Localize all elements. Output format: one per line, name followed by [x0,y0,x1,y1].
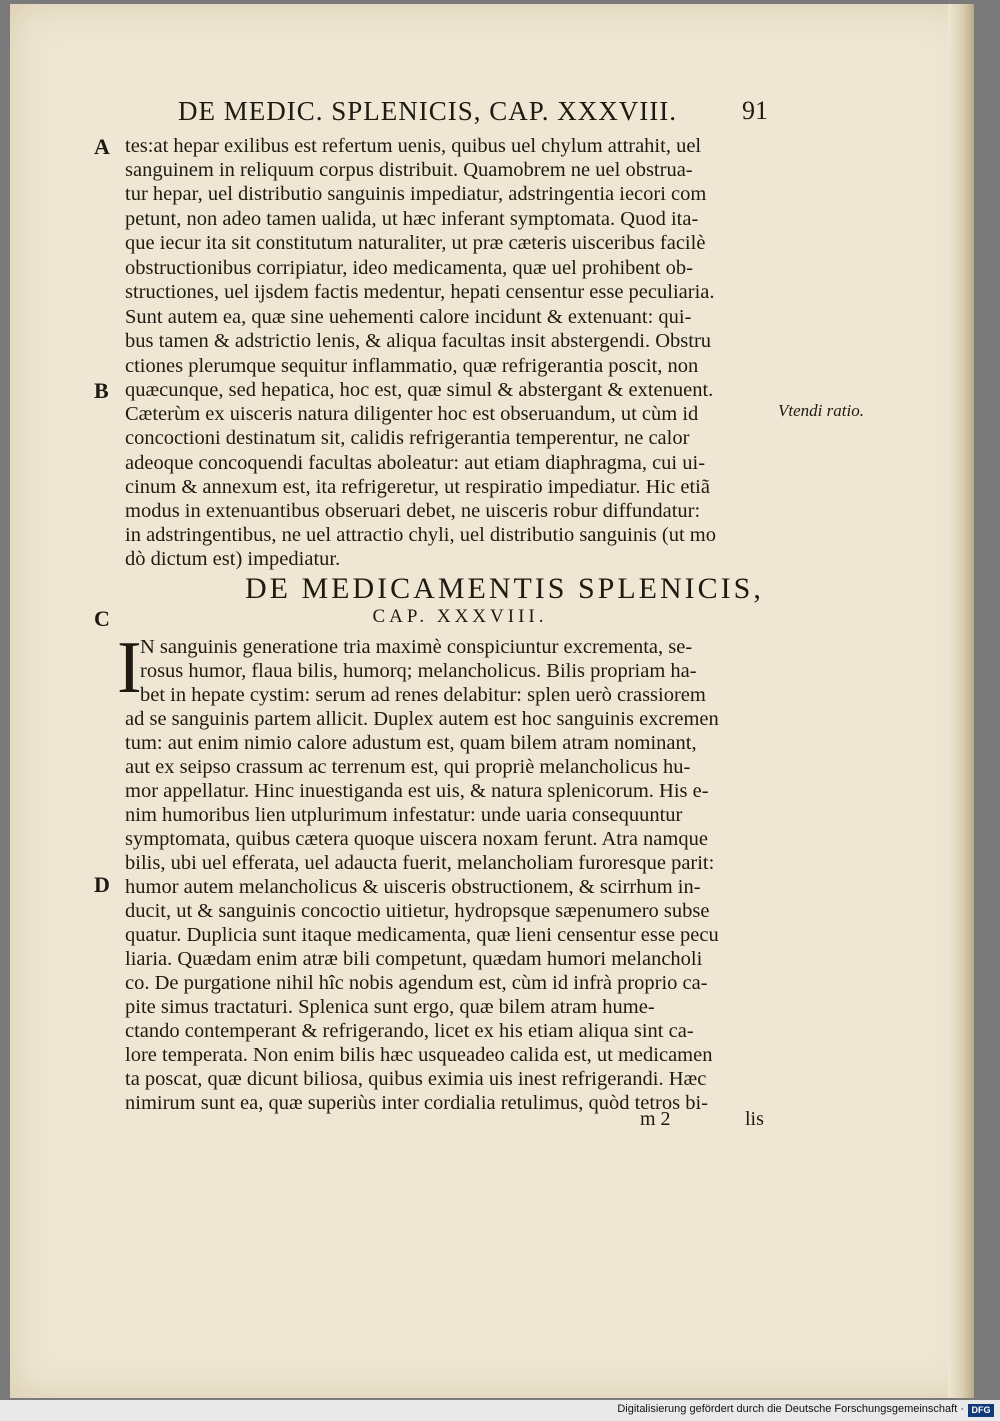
body-line: concoctioni destinatum sit, calidis refrigerantia temperentur, ne calor [125,427,690,449]
body-line: ctiones plerumque sequitur inflammatio, quæ refrigerantia poscit, non [125,355,699,377]
body-line: nim humoribus lien utplurimum infestatur: unde uaria consequuntur [125,804,683,826]
body-line: lore temperata. Non enim bilis hæc usqueadeo calida est, ut medicamen [125,1044,713,1066]
credit-text: Digitalisierung gefördert durch die Deutsche Forschungsgemeinschaft · [617,1403,964,1415]
signature-mark: m 2 [640,1108,671,1130]
body-line: symptomata, quibus cætera quoque uiscera noxam ferunt. Atra namque [125,828,708,850]
catchword: lis [745,1108,764,1130]
body-line: quatur. Duplicia sunt itaque medicamenta, quæ lieni censentur esse pecu [125,924,719,946]
body-line: dò dictum est) impediatur. [125,548,341,570]
credit-bar [0,1400,1000,1421]
body-line: ducit, ut & sanguinis concoctio uitietur, hydropsque sæpenumero subse [125,900,710,922]
body-line: que iecur ita sit constitutum naturaliter, ut præ cæteris uisceribus facilè [125,232,706,254]
body-line: mor appellatur. Hinc inuestiganda est uis, & natura splenicorum. His e- [125,780,709,802]
body-line: cinum & annexum est, ita refrigeretur, ut respiratio impediatur. Hic etiã [125,476,710,498]
drop-cap-initial: I [117,627,142,709]
body-line: adeoque concoquendi facultas aboleatur: aut etiam diaphragma, cui ui- [125,452,706,474]
section-letter-a: A [94,134,110,159]
body-line: sanguinem in reliquum corpus distribuit. Quamobrem ne uel obstrua- [125,159,693,181]
body-line: modus in extenuantibus obseruari debet, ne uisceris robur diffundatur: [125,500,701,522]
body-line: obstructionibus corripiatur, ideo medicamenta, quæ uel prohibent ob- [125,257,693,279]
body-line: tes:at hepar exilibus est refertum uenis, quibus uel chylum attrahit, uel [125,135,702,157]
body-line: tur hepar, uel distributio sanguinis impediatur, adstringentia iecori com [125,183,707,205]
body-line: structiones, uel ijsdem factis medentur, hepati censentur esse peculiaria. [125,281,715,303]
body-line: aut ex seipso crassum ac terrenum est, qui propriè melancholicus hu- [125,756,691,778]
section-letter-c: C [94,606,110,631]
body-line: in adstringentibus, ne uel attractio chyli, uel distributio sanguinis (ut mo [125,524,716,546]
section-letter-b: B [94,378,109,403]
body-line: bilis, ubi uel efferata, uel adaucta fuerit, melancholiam furoresque parit: [125,852,715,874]
margin-note: Vtendi ratio. [778,401,864,420]
body-line: tum: aut enim nimio calore adustum est, quam bilem atram nominant, [125,732,697,754]
page-edge [948,4,974,1398]
body-line: co. De purgatione nihil hîc nobis agendum est, cùm id infrà proprio ca- [125,972,708,994]
body-line: Sunt autem ea, quæ sine uehementi calore incidunt & extenuant: qui- [125,306,692,328]
body-line: pite simus tractaturi. Splenica sunt ergo, quæ bilem atram hume- [125,996,655,1018]
body-line: Cæterùm ex uisceris natura diligenter hoc est obseruandum, ut cùm id [125,403,699,425]
dfg-logo: DFG [968,1404,994,1417]
body-line: nimirum sunt ea, quæ superiùs inter cordialia retulimus, quòd tetros bi- [125,1092,709,1114]
page-number: 91 [742,96,768,125]
body-line: quæcunque, sed hepatica, hoc est, quæ simul & abstergant & extenuent. [125,379,714,401]
chapter-number: CAP. XXXVIII. [372,606,548,627]
running-head: DE MEDIC. SPLENICIS, CAP. XXXVIII. [178,96,678,126]
body-line: bus tamen & adstrictio lenis, & aliqua facultas insit abstergendi. Obstru [125,330,712,352]
body-line: rosus humor, flaua bilis, humorq; melancholicus. Bilis propriam ha- [140,660,697,682]
body-line: N sanguinis generatione tria maximè conspiciuntur excrementa, se- [140,636,693,658]
body-line: liaria. Quædam enim atræ bili competunt, quædam humori melancholi [125,948,703,970]
body-line: petunt, non adeo tamen ualida, ut hæc inferant symptomata. Quod ita- [125,208,699,230]
section-letter-d: D [94,872,110,897]
body-line: ad se sanguinis partem allicit. Duplex autem est hoc sanguinis excremen [125,708,719,730]
body-line: ta poscat, quæ dicunt biliosa, quibus eximia uis inest refrigerandi. Hæc [125,1068,707,1090]
body-line: bet in hepate cystim: serum ad renes delabitur: splen uerò crassiorem [140,684,706,706]
body-line: humor autem melancholicus & uisceris obstructionem, & scirrhum in- [125,876,701,898]
body-line: ctando contemperant & refrigerando, licet ex his etiam aliqua sint ca- [125,1020,694,1042]
chapter-title: DE MEDICAMENTIS SPLENICIS, [245,572,764,605]
